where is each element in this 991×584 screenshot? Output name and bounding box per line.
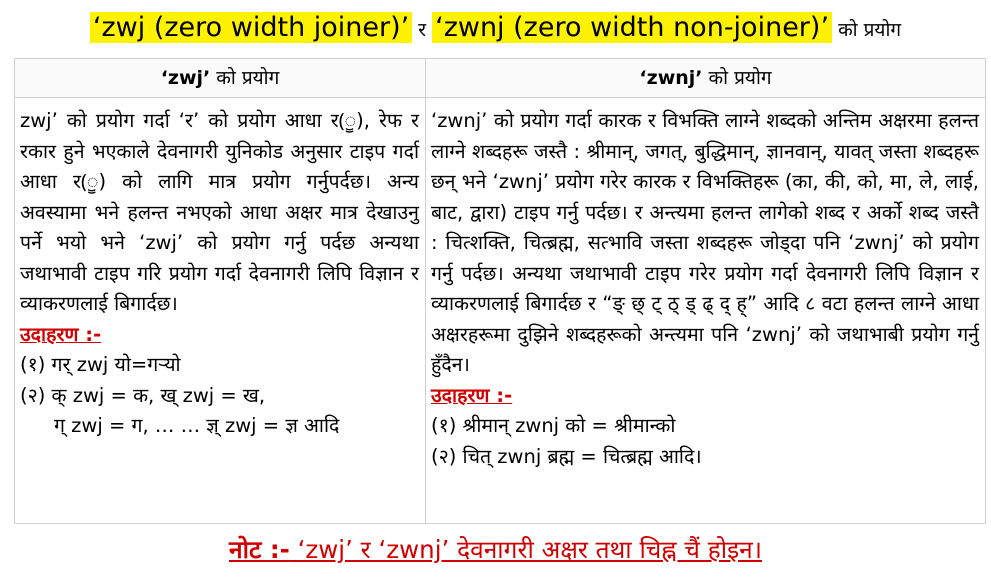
left-column-header — [15, 59, 426, 97]
zwnj-example-heading: उदाहरण :- — [431, 383, 513, 407]
note-text: ‘zwj’ र ‘zwnj’ देवनागरी अक्षर तथा चिह्न चैं होइन। — [289, 535, 762, 564]
title-zwj-highlight: ‘zwj (zero width joiner)’ — [90, 12, 412, 43]
table-header-row — [15, 59, 985, 98]
zwnj-description: ‘zwnj’ को प्रयोग गर्दा कारक र विभक्ति लाग्ने शब्दको अन्तिम अक्षरमा हलन्त लाग्ने शब्दहरू जस्तै : श्रीमान्, जगत्, बुद्धिमान्, ज्ञानवान्, यावत् जस्ता शब्दहरू छन् भने ‘zwnj’ प्रयोग गरेर कारक र विभक्तिहरू (का, की, को, मा, ले, लाई, बाट, द्वारा) टाइप गर्नु पर्दछ। र अन्त्यमा हलन्त लागेको शब्द र अर्को शब्द जस्तै : चित्शक्ति, चित्ब्रह्म, सत्भावि जस्ता शब्दहरू जोड्दा पनि ‘zwnj’ को प्रयोग गर्नु पर्दछ। अन्यथा जथाभावी टाइप गरेर प्रयोग गर्दा देवनागरी लिपि विज्ञान र व्याकरणलाई बिगार्दछ र “ङ् छ् ट् ठ् ड् ढ् द् ह्” आदि ८ वटा हलन्त लाग्ने आधा अक्षरहरूमा दुझिने शब्दहरूको अन्त्यमा पनि ‘zwnj’ को जथाभाबी प्रयोग गर्नु हुँदैन। — [431, 109, 979, 376]
title-conjunction: र — [412, 19, 433, 41]
zwj-example-2-cont: ग् zwj = ग, … … ज्ञ् zwj = ज्ञ आदि — [54, 414, 340, 437]
comparison-table — [14, 58, 986, 524]
right-column-header — [426, 59, 985, 97]
right-header-rest: को प्रयोग — [702, 67, 772, 89]
zwnj-example-1: (१) श्रीमान् zwnj को = श्रीमान्को — [431, 414, 676, 437]
table-body-row — [15, 98, 985, 523]
zwj-description: zwj’ को प्रयोग गर्दा ‘र’ को प्रयोग आधा र(ॗ), रेफ र रकार हुने भएकाले देवनागरी युनिकोड अनुसार टाइप गर्दा आधा र(ॗ) को लागि मात्र प्रयोग गर्नुपर्दछ। अन्य अवस्यामा भने हलन्त नभएको आधा अक्षर मात्र देखाउनु पर्ने भयो भने ‘zwj’ को प्रयोग गर्नु पर्दछ अन्यथा जथाभावी टाइप गरि प्रयोग गर्दा देवनागरी लिपि विज्ञान र व्याकरणलाई बिगार्दछ। — [20, 109, 419, 315]
note-bar — [0, 530, 991, 570]
title-suffix: को प्रयोग — [832, 19, 902, 41]
page-title — [90, 10, 901, 48]
zwj-example-heading: उदाहरण :- — [20, 322, 102, 346]
note-label: नोट :- — [229, 535, 290, 564]
zwj-example-1: (१) गर् zwj यो=गऱ्यो — [20, 353, 181, 376]
left-column-cell — [15, 98, 426, 523]
zwj-example-2: (२) क् zwj = क, ख् zwj = ख, — [20, 383, 266, 407]
zwnj-example-2: (२) चित् zwnj ब्रह्म = चित्ब्रह्म आदि। — [431, 444, 702, 468]
left-header-rest: को प्रयोग — [210, 67, 280, 89]
title-bar — [0, 10, 991, 48]
right-header-term: ‘zwnj’ — [639, 67, 703, 89]
right-column-cell — [426, 98, 985, 523]
left-header-term: ‘zwj’ — [160, 67, 211, 89]
note — [229, 530, 762, 570]
title-zwnj-highlight: ‘zwnj (zero width non-joiner)’ — [432, 12, 832, 43]
